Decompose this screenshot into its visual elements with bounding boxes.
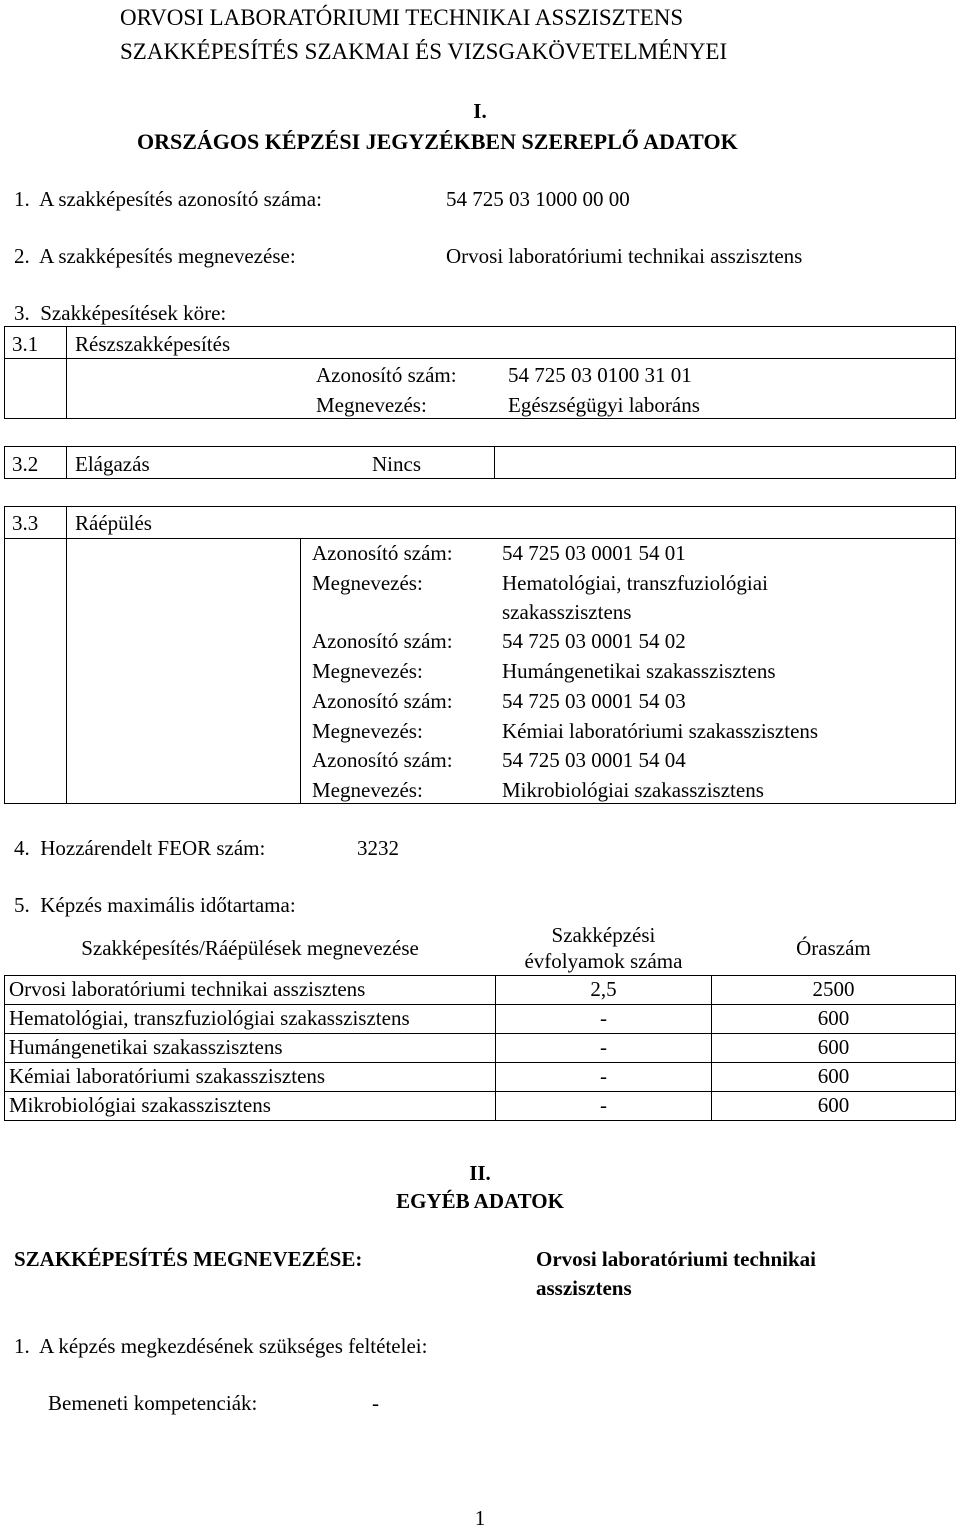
table-row	[5, 1091, 956, 1120]
row-years: -	[496, 1091, 712, 1120]
training-duration-table	[4, 922, 956, 1121]
part2-heading: EGYÉB ADATOK	[396, 1189, 564, 1213]
raepules-name-value-line2: szakasszisztens	[502, 600, 632, 624]
row-hours: 600	[711, 1004, 955, 1033]
row-years: 2,5	[496, 975, 712, 1004]
col-header-years	[496, 922, 712, 975]
row-hours: 600	[711, 1033, 955, 1062]
raepules-name-label: Megnevezés:	[312, 778, 423, 802]
row-hours: 2500	[711, 975, 955, 1004]
page-number: 1	[474, 1506, 486, 1530]
row-years: -	[496, 1062, 712, 1091]
input-competencies-value: -	[372, 1391, 379, 1415]
reszszak-id-value: 54 725 03 0100 31 01	[508, 363, 692, 387]
raepules-name-label: Megnevezés:	[312, 659, 423, 683]
qualification-name-value: Orvosi laboratóriumi technikai	[536, 1247, 816, 1271]
row-hours: 600	[711, 1091, 955, 1120]
document-title-line2: SZAKKÉPESÍTÉS SZAKMAI ÉS VIZSGAKÖVETELMÉNYEI	[120, 39, 728, 64]
raepules-id-label: Azonosító szám:	[312, 689, 453, 713]
raepules-name-value: Hematológiai, transzfuziológiai	[502, 571, 768, 595]
row-name: Mikrobiológiai szakasszisztens	[5, 1091, 496, 1120]
elagazas-label: Elágazás	[75, 452, 150, 476]
input-competencies-label: Bemeneti kompetenciák:	[48, 1391, 258, 1415]
row-hours: 600	[711, 1062, 955, 1091]
col-header-hours: Óraszám	[796, 936, 871, 961]
item2-label: 2. A szakképesítés megnevezése:	[14, 244, 296, 268]
entry-conditions-label: 1. A képzés megkezdésének szükséges feltételei:	[14, 1334, 428, 1358]
item1-value: 54 725 03 1000 00 00	[446, 187, 630, 211]
qualification-name-label: SZAKKÉPESÍTÉS MEGNEVEZÉSE:	[14, 1247, 363, 1271]
item1-label: 1. A szakképesítés azonosító száma:	[14, 187, 322, 211]
reszszak-number: 3.1	[12, 332, 39, 356]
raepules-name-value: Mikrobiológiai szakasszisztens	[502, 778, 764, 802]
feor-value: 3232	[357, 836, 399, 860]
raepules-name-value: Humángenetikai szakasszisztens	[502, 659, 776, 683]
reszszak-name-label: Megnevezés:	[316, 393, 427, 417]
part1-number: I.	[473, 99, 487, 123]
document-title-line1: ORVOSI LABORATÓRIUMI TECHNIKAI ASSZISZTENS	[120, 5, 684, 30]
row-years: -	[496, 1004, 712, 1033]
reszszak-id-label: Azonosító szám:	[316, 363, 457, 387]
row-name: Kémiai laboratóriumi szakasszisztens	[5, 1062, 496, 1091]
table-row	[5, 975, 956, 1004]
raepules-number: 3.3	[12, 511, 39, 535]
part2-number: II.	[469, 1161, 491, 1185]
raepules-id-value: 54 725 03 0001 54 02	[502, 629, 686, 653]
raepules-id-label: Azonosító szám:	[312, 629, 453, 653]
col-header-name: Szakképesítés/Ráépülések megnevezése	[81, 936, 419, 961]
training-duration-label: 5. Képzés maximális időtartama:	[14, 893, 296, 917]
row-years: -	[496, 1033, 712, 1062]
elagazas-number: 3.2	[12, 452, 39, 476]
row-name: Humángenetikai szakasszisztens	[5, 1033, 496, 1062]
table-row	[5, 1004, 956, 1033]
row-name: Hematológiai, transzfuziológiai szakasszisztens	[5, 1004, 496, 1033]
col-header-years-line1: Szakképzési	[551, 923, 656, 947]
reszszak-label: Részszakképesítés	[75, 332, 231, 356]
raepules-id-value: 54 725 03 0001 54 01	[502, 541, 686, 565]
raepules-name-label: Megnevezés:	[312, 719, 423, 743]
raepules-name-value: Kémiai laboratóriumi szakasszisztens	[502, 719, 819, 743]
table-row	[5, 1062, 956, 1091]
elagazas-value: Nincs	[372, 452, 421, 476]
col-header-years-line2: évfolyamok száma	[524, 949, 683, 974]
item2-value: Orvosi laboratóriumi technikai asszisztens	[446, 244, 803, 268]
raepules-id-label: Azonosító szám:	[312, 541, 453, 565]
qualification-name-value-line2: asszisztens	[536, 1276, 632, 1300]
raepules-name-label: Megnevezés:	[312, 571, 423, 595]
row-name: Orvosi laboratóriumi technikai asszisztens	[5, 975, 496, 1004]
reszszak-name-value: Egészségügyi laboráns	[508, 393, 700, 417]
feor-label: 4. Hozzárendelt FEOR szám:	[14, 836, 266, 860]
raepules-id-value: 54 725 03 0001 54 04	[502, 748, 686, 772]
part1-heading: ORSZÁGOS KÉPZÉSI JEGYZÉKBEN SZEREPLŐ ADATOK	[137, 129, 738, 154]
raepules-id-label: Azonosító szám:	[312, 748, 453, 772]
raepules-label: Ráépülés	[75, 511, 152, 535]
table-row	[5, 1033, 956, 1062]
raepules-id-value: 54 725 03 0001 54 03	[502, 689, 686, 713]
item3-label: 3. Szakképesítések köre:	[14, 301, 227, 325]
